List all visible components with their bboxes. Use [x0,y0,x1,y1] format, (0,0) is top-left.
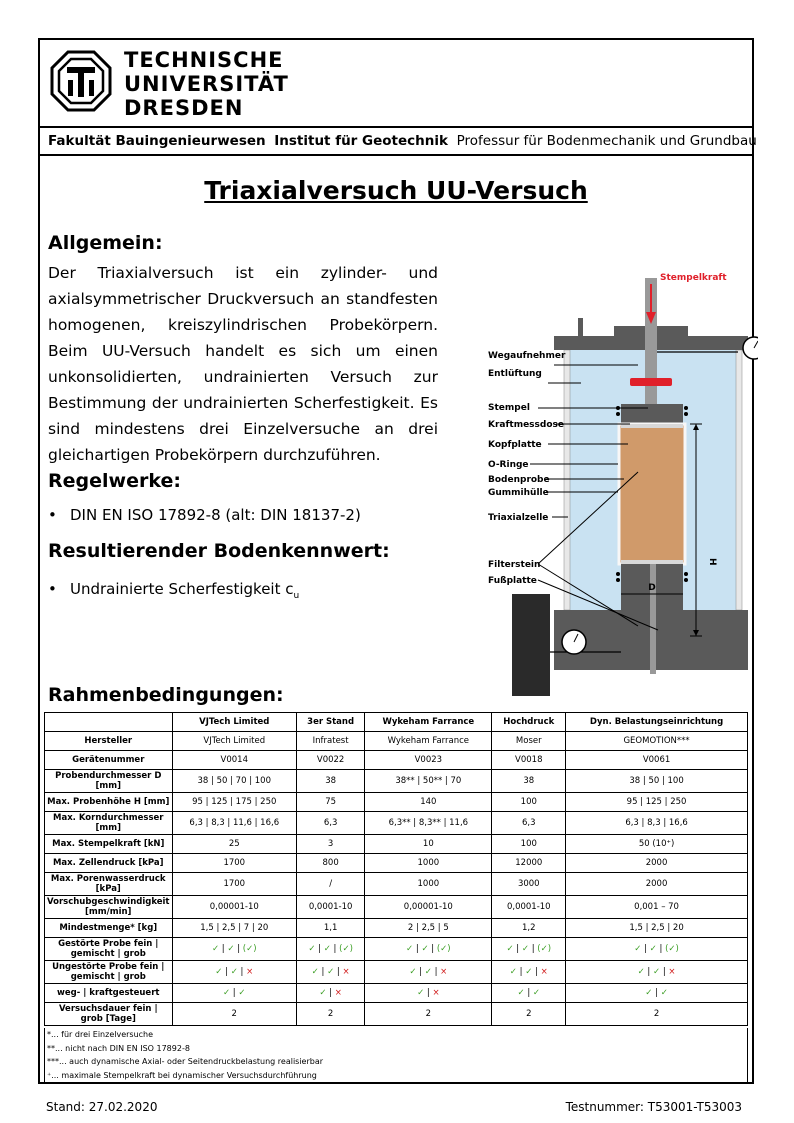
table-cell: 6,3 [297,812,365,835]
table-row [45,751,748,770]
check-icon: ✓ [211,944,220,954]
table-row [45,793,748,812]
table-cell: 6,3** | 8,3** | 11,6 [365,812,492,835]
check-icon: ✓ [323,944,331,954]
table-cell: GEOMOTION*** [566,732,748,751]
table-cell: 1,5 | 2,5 | 20 [566,919,748,938]
column-header: Wykeham Farrance [365,713,492,732]
table-cell: 6,3 [492,812,566,835]
column-header: Hochdruck [492,713,566,732]
row-label: Ungestörte Probe fein | gemischt | grob [45,961,173,984]
table-cell: 2000 [566,854,748,873]
table-cell: 38 | 50 | 70 | 100 [172,770,297,793]
dimension-d: D [648,583,656,593]
check-icon: ✓ [230,967,238,977]
label-kopfplatte: Kopfplatte [488,440,542,450]
table-cell: 1000 [365,873,492,896]
result-item: • Undrainierte Scherfestigkeit $c_u$ [48,580,300,601]
test-number: Testnummer: T53001-T53003 [565,1100,742,1114]
row-label: Max. Stempelkraft [kN] [45,835,173,854]
table-cell: ✓ | ✓ [566,984,748,1003]
row-label: Versuchsdauer fein | grob [Tage] [45,1003,173,1026]
check-icon: ✓ [532,988,541,998]
table-cell: 1000 [365,854,492,873]
table-cell: 0,00001-10 [172,896,297,919]
check-icon: ✓ [645,988,653,998]
table-cell: 6,3 | 8,3 | 11,6 | 16,6 [172,812,297,835]
row-label: Mindestmenge* [kg] [45,919,173,938]
label-stempelkraft: Stempelkraft [660,273,727,283]
table-cell: 38 [492,770,566,793]
check-icon: ✓ [525,967,533,977]
cross-icon: × [334,988,342,998]
table-cell: 3 [297,835,365,854]
cross-icon: × [342,967,350,977]
table-cell: 2 [172,1003,297,1026]
check-icon: ✓ [409,967,417,977]
table-cell: ✓ | ✓ | (✓) [365,938,492,961]
check-icon: ✓ [509,967,517,977]
table-cell: 95 | 125 | 250 [566,793,748,812]
table-cell: 100 [492,835,566,854]
check-icon: ✓ [660,988,668,998]
table-cell: 75 [297,793,365,812]
table-cell: 140 [365,793,492,812]
table-cell: 2 [492,1003,566,1026]
table-row [45,854,748,873]
table-cell: 0,0001-10 [297,896,365,919]
head-plate [621,404,683,424]
result-heading: Resultierender Bodenkennwert: [48,540,390,562]
footnote: **... nicht nach DIN EN ISO 17892-8 [47,1043,190,1053]
table-cell: 38** | 50** | 70 [365,770,492,793]
general-heading: Allgemein: [48,232,163,254]
check-icon: ✓ [319,988,327,998]
table-cell: 100 [492,793,566,812]
uni-line-2: UNIVERSITÄT [124,72,289,96]
check-icon: ✓ [215,967,223,977]
label-fussplatte: Fußplatte [488,576,537,586]
table-cell: 95 | 125 | 175 | 250 [172,793,297,812]
document-frame [38,38,757,1084]
label-filterstein: Filterstein [488,560,541,570]
table-row [45,770,748,793]
column-header: VJTech Limited [172,713,297,732]
table-cell: ✓ | × [297,984,365,1003]
professorship: Professur für Bodenmechanik und Grundbau [456,133,757,149]
table-cell: Infratest [297,732,365,751]
cross-icon: × [432,988,440,998]
table-header-row [45,713,748,732]
label-entlueftung: Entlüftung [488,369,542,379]
table-row [45,812,748,835]
check-icon: ✓ [506,944,514,954]
row-label: Max. Korndurchmesser [mm] [45,812,173,835]
standards-item-text: DIN EN ISO 17892-8 (alt: DIN 18137-2) [70,506,361,524]
cross-icon: × [540,967,548,977]
table-cell: V0014 [172,751,297,770]
footnotes [44,1028,748,1083]
table-corner [45,713,173,732]
load-cell [630,378,672,386]
table-body [45,732,748,1026]
label-o-ringe: O-Ringe [488,460,529,470]
table-cell: 10 [365,835,492,854]
table-cell: 2000 [566,873,748,896]
table-row [45,938,748,961]
table-cell: 1700 [172,873,297,896]
triaxial-diagram [438,228,758,698]
table-cell: 2 | 2,5 | 5 [365,919,492,938]
table-cell: ✓ | ✓ [492,984,566,1003]
table-cell: 0,00001-10 [365,896,492,919]
table-cell: Moser [492,732,566,751]
check-icon: (✓) [537,944,552,954]
footnote: *... für drei Einzelversuche [47,1030,154,1039]
table-cell: ✓ | ✓ | × [297,961,365,984]
faculty: Fakultät Bauingenieurwesen [48,133,266,149]
table-cell: 25 [172,835,297,854]
table-cell: 800 [297,854,365,873]
table-cell: 1,2 [492,919,566,938]
soil-sample [619,424,685,564]
uni-line-3: DRESDEN [124,96,244,120]
table-row [45,873,748,896]
row-label: Gestörte Probe fein | gemischt | grob [45,938,173,961]
table-cell: 1,5 | 2,5 | 7 | 20 [172,919,297,938]
table-row [45,896,748,919]
footnote: ***... auch dynamische Axial- oder Seitendruckbelastung realisierbar [47,1057,324,1066]
standards-item: • DIN EN ISO 17892-8 (alt: DIN 18137-2) [48,506,361,524]
table-cell: 12000 [492,854,566,873]
table-cell: ✓ | ✓ | (✓) [172,938,297,961]
result-item-subscript: u [293,591,300,601]
conditions-heading: Rahmenbedingungen: [48,684,284,706]
faculty-bar [40,128,757,156]
table-cell: 6,3 | 8,3 | 16,6 [566,812,748,835]
result-item-text: Undrainierte Scherfestigkeit c [70,580,294,598]
page-title: Triaxialversuch UU-Versuch [204,176,588,205]
check-icon: ✓ [421,944,429,954]
check-icon: (✓) [242,944,257,954]
table-cell: 2 [365,1003,492,1026]
row-label: Max. Probenhöhe H [mm] [45,793,173,812]
column-header: 3er Stand [297,713,365,732]
table-row [45,835,748,854]
table-cell: V0023 [365,751,492,770]
check-icon: ✓ [637,967,645,977]
cross-icon: × [668,967,676,977]
table-row [45,961,748,984]
check-icon: ✓ [308,944,316,954]
university-name [124,48,289,120]
row-label: Vorschubgeschwindigkeit [mm/min] [45,896,173,919]
column-header: Dyn. Belastungseinrichtung [566,713,748,732]
row-label: Hersteller [45,732,173,751]
row-label: weg- | kraftgesteuert [45,984,173,1003]
table-row [45,984,748,1003]
table-cell: 3000 [492,873,566,896]
table-cell: 1700 [172,854,297,873]
label-gummihuelle: Gummihülle [488,488,549,498]
table-cell: 0,001 – 70 [566,896,748,919]
uni-line-1: TECHNISCHE [124,48,284,72]
table-cell: ✓ | × [365,984,492,1003]
check-icon: (✓) [665,944,679,954]
label-bodenprobe: Bodenprobe [488,475,550,485]
check-icon: ✓ [327,967,335,977]
row-label: Gerätenummer [45,751,173,770]
header [40,40,752,128]
check-icon: (✓) [339,944,353,954]
stand-date: Stand: 27.02.2020 [46,1100,158,1114]
table-cell: 2 [297,1003,365,1026]
table-row [45,919,748,938]
table-cell: V0022 [297,751,365,770]
table-cell: ✓ | ✓ | × [365,961,492,984]
table-cell: 38 | 50 | 100 [566,770,748,793]
table-cell: VJTech Limited [172,732,297,751]
check-icon: ✓ [517,988,525,998]
displacement-gauge [743,337,758,359]
check-icon: ✓ [521,944,530,954]
check-icon: ✓ [417,988,425,998]
table-cell: 50 (10⁺) [566,835,748,854]
check-icon: ✓ [227,944,235,954]
check-icon: (✓) [436,944,451,954]
check-icon: ✓ [653,967,661,977]
check-icon: ✓ [634,944,642,954]
institute: Institut für Geotechnik [274,133,448,149]
table-row [45,1003,748,1026]
check-icon: ✓ [311,967,319,977]
general-text: Der Triaxialversuch ist ein zylinder- und axialsymmetrischer Druckversuch an standfesten homogenen, kreiszylindrischen Probekörpern. Beim UU-Versuch handelt es sich um einen unkonsolidierten, undrainierten Versuch zur Bestimmung der undrainierten Scherfestigkeit. Es sind mindestens drei Einzelversuche an drei gleichartigen Probekörpern durchzuführen. [48,264,438,464]
label-stempel: Stempel [488,403,530,413]
footnote: ⁺... maximale Stempelkraft bei dynamischer Versuchsdurchführung [47,1070,317,1080]
dimension-h: H [707,558,717,566]
cross-icon: × [246,967,254,977]
table-cell: / [297,873,365,896]
table-cell: 0,0001-10 [492,896,566,919]
label-triaxialzelle: Triaxialzelle [488,513,549,523]
check-icon: ✓ [222,988,231,998]
table-cell: Wykeham Farrance [365,732,492,751]
table-cell: 2 [566,1003,748,1026]
table-cell: V0061 [566,751,748,770]
check-icon: ✓ [238,988,246,998]
table-cell: V0018 [492,751,566,770]
row-label: Max. Porenwasserdruck [kPa] [45,873,173,896]
table-cell: 38 [297,770,365,793]
conditions-table [44,712,748,1026]
row-label: Max. Zellendruck [kPa] [45,854,173,873]
table-cell: ✓ | ✓ | (✓) [566,938,748,961]
table-cell: ✓ | ✓ | (✓) [297,938,365,961]
table-cell: ✓ | ✓ | × [172,961,297,984]
pressure-regulator [512,594,550,696]
table-cell: ✓ | ✓ | × [492,961,566,984]
standards-heading: Regelwerke: [48,470,181,492]
table-row [45,732,748,751]
row-label: Probendurchmesser D [mm] [45,770,173,793]
cross-icon: × [440,967,448,977]
table-cell: ✓ | ✓ [172,984,297,1003]
label-kraftmessdose: Kraftmessdose [488,420,564,430]
check-icon: ✓ [424,967,432,977]
table-cell: ✓ | ✓ | (✓) [492,938,566,961]
check-icon: ✓ [649,944,657,954]
label-wegaufnehmer: Wegaufnehmer [488,351,566,361]
university-logo [50,50,112,112]
table-cell: ✓ | ✓ | × [566,961,748,984]
check-icon: ✓ [406,944,414,954]
table-cell: 1,1 [297,919,365,938]
